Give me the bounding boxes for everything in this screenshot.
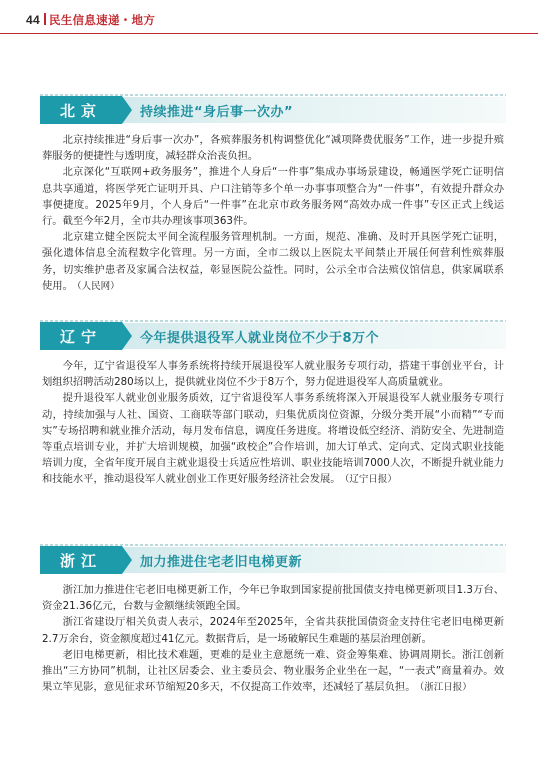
header-divider bbox=[44, 13, 46, 25]
paragraph: 浙江省建设厅相关负责人表示，2024年至2025年，全省共获批国债资金支持住宅老旧电梯更新2.7万余台，资金额度超过41亿元。数据背后，是一场破解民生难题的基层治理创新。 bbox=[42, 616, 504, 645]
section-header bbox=[40, 94, 506, 124]
source-credit: （浙江日报） bbox=[419, 682, 472, 694]
source-credit: （辽宁日报） bbox=[344, 474, 397, 486]
source-credit: （人民网） bbox=[76, 280, 120, 292]
region-label: 浙江 bbox=[40, 546, 122, 574]
section-title: 持续推进“身后事一次办” bbox=[140, 105, 294, 120]
paragraph: 北京深化“互联网+政务服务”，推进个人身后“一件事”集成办事场景建设，畅通医学死亡证明信息共享通道，将医学死亡证明开具、户口注销等多个单一办事事项整合为“一件事”，有效提升群众办事便捷度。2025年9月，个人身后“一件事”在北京市政务服务网“高效办成一件事”专区正式上线运行。截至今年2月，全市共办理该事项363件。 bbox=[42, 166, 504, 228]
section-body bbox=[40, 358, 506, 489]
page-number: 44 bbox=[26, 13, 40, 27]
paragraph: 老旧电梯更新，相比技术难题，更难的是业主意愿统一难、资金筹集难、协调周期长。浙江创新推出“三方协同”机制，让社区居委会、业主委员会、物业服务企业坐在一起，“一表式”商量着办。效果立竿见影，意见征求环节缩短20多天，不仅提高工作效率，还减轻了基层负担。 （浙江日报） bbox=[42, 648, 504, 694]
region-label: 辽宁 bbox=[40, 322, 122, 350]
section-title: 今年提供退役军人就业岗位不少于8万个 bbox=[140, 331, 380, 346]
paragraph: 浙江加力推进住宅老旧电梯更新工作，今年已争取到国家提前批国债支持电梯更新项目1.3万台、资金21.36亿元，台数与金额继续领跑全国。 bbox=[42, 584, 504, 613]
section-body bbox=[40, 132, 506, 295]
region-label: 北京 bbox=[40, 96, 122, 124]
section-header bbox=[40, 320, 506, 350]
paragraph: 北京建立健全医院太平间全流程服务管理机制。一方面，规范、准确、及时开具医学死亡证明，强化遗体信息全流程数字化管理。另一方面，全市二级以上医院太平间禁止开展任何营利性殡葬服务，切实维护患者及家属合法权益，彰显医院公益性。同时，公示全市合法殡仪馆信息，供家属联系使用。 （人民网） bbox=[42, 231, 504, 292]
section-liaoning bbox=[40, 320, 506, 489]
paragraph: 今年，辽宁省退役军人事务系统将持续开展退役军人就业服务专项行动，搭建干事创业平台，计划组织招聘活动280场以上，提供就业岗位不少于8万个，努力促进退役军人高质量就业。 bbox=[42, 360, 504, 389]
column-title: 民生信息速递・地方 bbox=[48, 13, 156, 27]
page-header bbox=[26, 12, 155, 28]
section-header bbox=[40, 544, 506, 574]
section-zhejiang bbox=[40, 544, 506, 696]
paragraph: 提升退役军人就业创业服务质效，辽宁省退役军人事务系统将深入开展退役军人就业服务专项行动，持续加强与人社、国资、工商联等部门联动，归集优质岗位资源，分级分类开展“小而精”“专而实”专场招聘和就业推介活动，每月发布信息，调度任务进度。将增设低空经济、消防安全、先进制造等重点培训专业，并扩大培训规模，加强“政校企”合作培训，加大订单式、定向式、定岗式职业技能培训力度，全省年度开展自主就业退役士兵适应性培训、职业技能培训7000人次，不断提升就业能力和技能水平，推动退役军人就业创业工作更好服务经济社会发展。 （辽宁日报） bbox=[42, 392, 504, 486]
section-body bbox=[40, 582, 506, 696]
section-beijing bbox=[40, 94, 506, 295]
header-rule bbox=[0, 33, 538, 34]
section-title: 加力推进住宅老旧电梯更新 bbox=[140, 555, 303, 570]
paragraph: 北京持续推进“身后事一次办”，各殡葬服务机构调整优化“减项降费优服务”工作，进一步提升殡葬服务的便捷性与透明度，减轻群众治丧负担。 bbox=[42, 134, 504, 163]
